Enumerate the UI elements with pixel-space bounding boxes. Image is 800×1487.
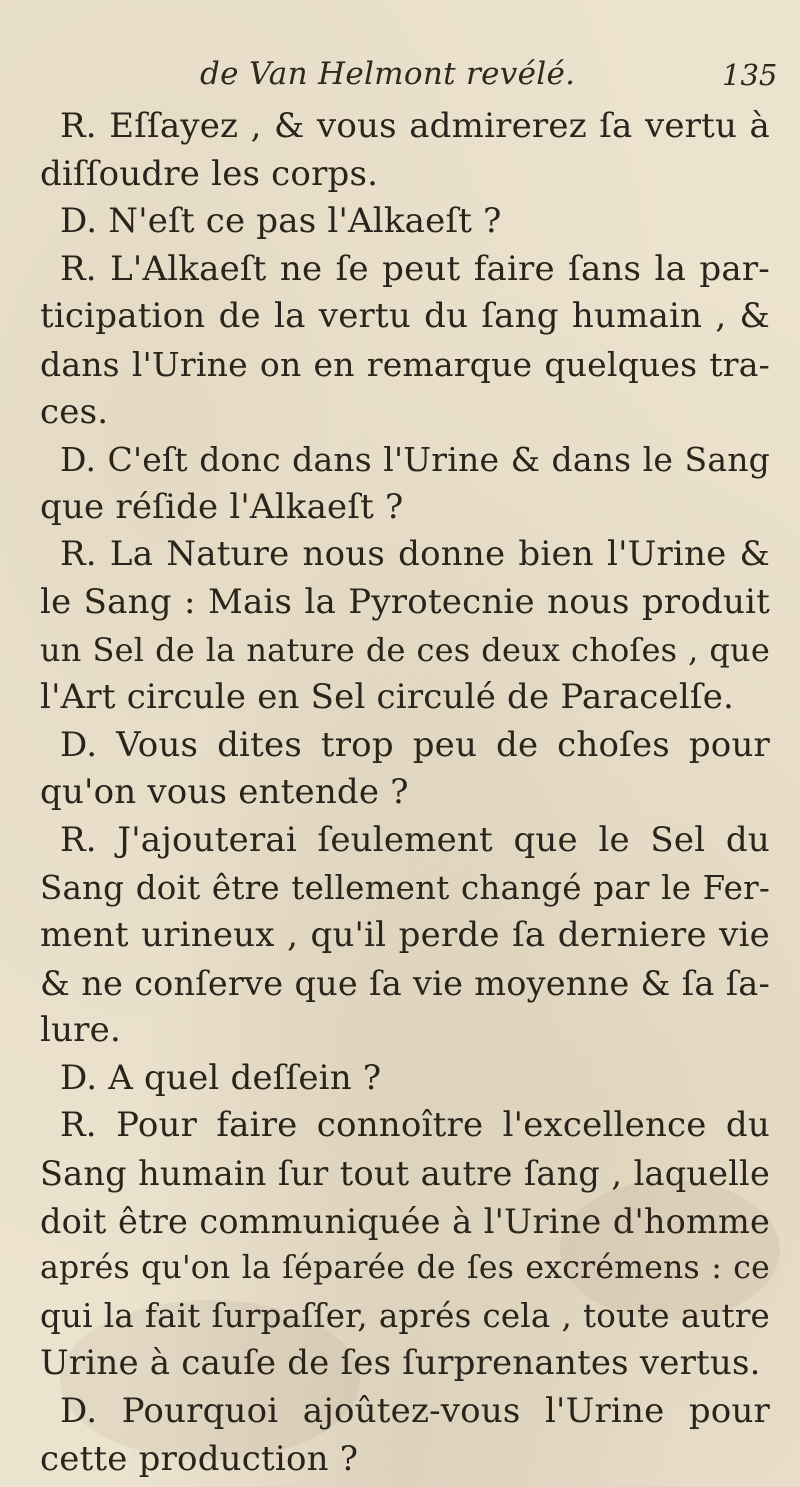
text-line: ces.: [40, 391, 109, 432]
text-line: ticipation de la vertu du ſang humain , &: [40, 296, 770, 337]
text-line: D. A quel deſſein ?: [60, 1057, 382, 1098]
text-line: un Sel de la nature de ces deux choſes , que: [40, 630, 770, 669]
text-line: doit être communiquée à l'Urine d'homme: [40, 1201, 770, 1241]
text-line: qui la fait ſurpaſſer, aprés cela , toute autre: [40, 1296, 770, 1335]
text-line: aprés qu'on la ſéparée de ſes excrémens : ce: [40, 1250, 770, 1287]
text-line: dans l'Urine on en remarque quelques tra-: [40, 344, 770, 384]
text-line: diſſoudre les corps.: [40, 153, 379, 194]
text-line: Sang humain ſur tout autre ſang , laquelle: [40, 1154, 770, 1194]
page-number: 135: [722, 58, 778, 92]
text-line: D. Pourquoi ajoûtez-vous l'Urine pour: [60, 1391, 770, 1432]
text-line: Urine à cauſe de ſes ſurprenantes vertus.: [40, 1343, 761, 1384]
text-line: R. Pour faire connoître l'excellence du: [60, 1105, 770, 1146]
text-line: R. L'Alkaeſt ne ſe peut faire ſans la par-: [60, 248, 770, 289]
running-head: [0, 56, 800, 96]
text-line: R. La Nature nous donne bien l'Urine &: [60, 534, 770, 575]
text-line: & ne conſerve que ſa vie moyenne & ſa ſa-: [40, 963, 770, 1003]
text-line: qu'on vous entende ?: [40, 772, 409, 813]
text-line: lure.: [40, 1010, 121, 1051]
running-title: de Van Helmont revélé.: [200, 56, 576, 92]
text-line: ment urineux , qu'il perde ſa derniere vie: [40, 915, 770, 956]
text-line: R. Eſſayez , & vous admirerez ſa vertu à: [60, 106, 770, 146]
text-line: D. C'eſt donc dans l'Urine & dans le Sang: [60, 440, 770, 480]
text-line: que réſide l'Alkaeſt ?: [40, 486, 404, 527]
text-line: l'Art circule en Sel circulé de Paracelſe.: [40, 677, 735, 718]
text-line: cette production ?: [40, 1438, 359, 1479]
text-line: R. J'ajouterai ſeulement que le Sel du: [60, 819, 770, 860]
text-line: le Sang : Mais la Pyrotecnie nous produit: [40, 581, 770, 622]
text-line: D. N'eſt ce pas l'Alkaeſt ?: [60, 201, 502, 242]
text-line: Sang doit être tellement changé par le Fer-: [40, 868, 770, 907]
body-text: [40, 103, 770, 1483]
text-line: D. Vous dites trop peu de choſes pour: [60, 724, 770, 765]
